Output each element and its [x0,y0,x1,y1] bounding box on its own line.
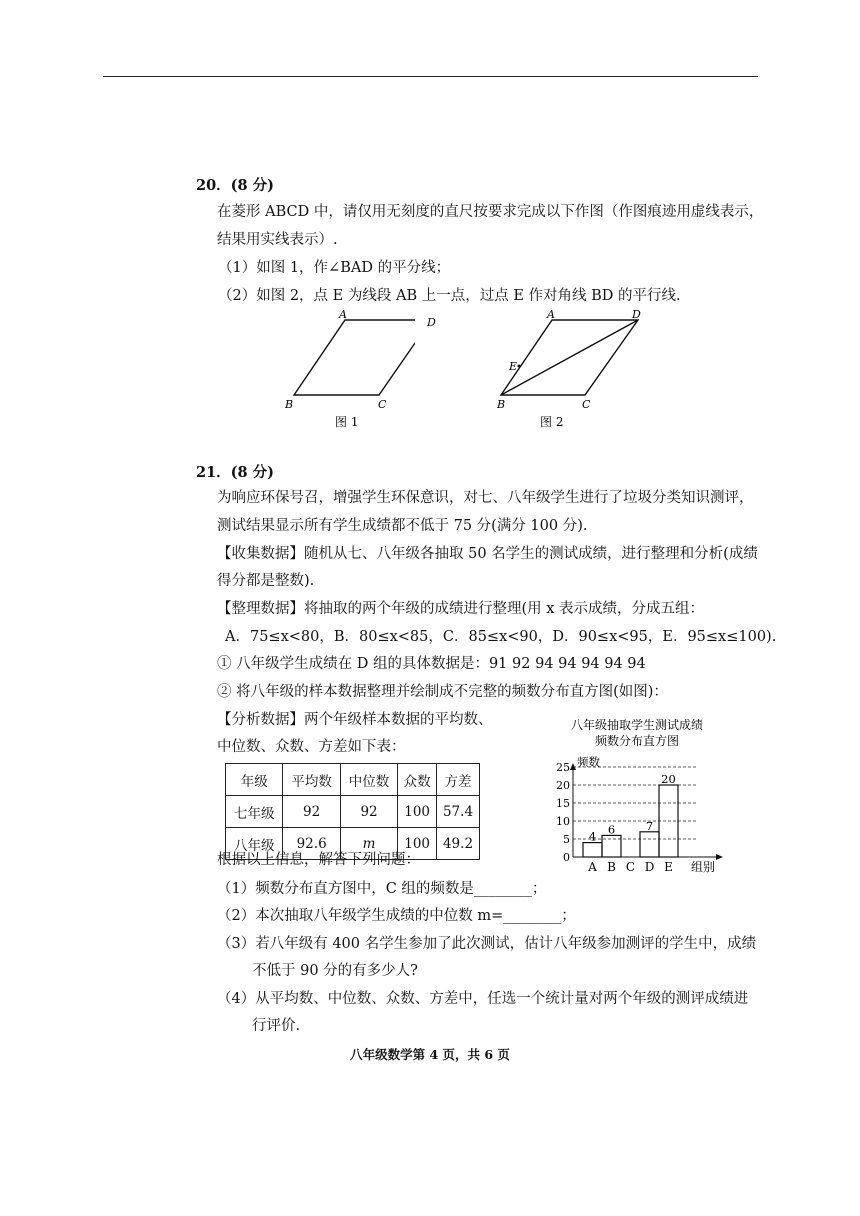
rhombus-shape [294,320,415,395]
vertex-C-label: C [378,398,387,411]
y-tick-label: 10 [556,815,570,828]
q21-collect-line1: 【收集数据】随机从七、八年级各抽取 50 名学生的测试成绩，进行整理和分析(成绩 [217,546,758,562]
y-axis-label: 频数 [577,755,600,769]
table-cell: 七年级 [226,796,283,828]
bar-value-label: 20 [661,772,676,786]
table-header-cell: 众数 [398,764,437,796]
y-tick-label: 0 [563,851,570,864]
table-cell: 八年级 [226,828,283,860]
y-tick-label: 20 [556,779,570,792]
q21-intro-line2: 测试结果显示所有学生成绩都不低于 75 分(满分 100 分). [217,518,588,534]
histogram-chart [535,716,740,878]
vertex-B-label-2: B [497,398,506,411]
top-rule [103,76,758,77]
table-cell: 92.6 [283,828,340,860]
vertex-A-label: A [339,308,347,321]
q21-item1: ① 八年级学生成绩在 D 组的具体数据是：91 92 94 94 94 94 94 [217,656,646,672]
point-E-label: E [509,360,518,373]
vertex-A-label-2: A [547,308,555,321]
x-tick-label: C [625,860,636,874]
table-header-cell: 方差 [437,764,480,796]
q21-answer-intro: 根据以上信息，解答下列问题： [217,852,420,868]
y-tick-label: 5 [563,833,570,846]
y-tick-label: 25 [556,761,570,774]
y-tick-label: 15 [556,797,570,810]
q20-intro-line2: 结果用实线表示）. [217,232,338,248]
page-footer: 八年级数学第 4 页，共 6 页 [350,1047,510,1062]
y-axis-arrow [570,763,576,770]
q21-sub4-line2: 行评价. [252,1018,301,1034]
table-cell: 92 [340,796,397,828]
figure-2-caption: 图 2 [540,415,564,429]
q21-analyze-line2: 中位数、众数、方差如下表： [217,739,406,755]
q20-part2: （2）如图 2，点 E 为线段 AB 上一点，过点 E 作对角线 BD 的平行线. [218,288,681,304]
q21-collect-line2: 得分都是整数). [217,573,315,589]
vertex-D-label-2: D [632,308,641,321]
q21-item2: ② 将八年级的样本数据整理并绘制成不完整的频数分布直方图(如图)： [217,684,668,700]
bar-A [583,843,602,857]
x-tick-label: A [588,860,597,874]
table-cell: 100 [398,796,437,828]
bar-value-label: 4 [588,829,597,844]
bar-value-label: 6 [607,822,616,837]
chart-subtitle: 频数分布直方图 [594,734,680,748]
table-cell: 57.4 [437,796,480,828]
table-header-cell: 中位数 [340,764,397,796]
point-E-dot [518,365,521,368]
q21-analyze-line1: 【分析数据】两个年级样本数据的平均数、 [217,712,493,728]
figure-1-caption: 图 1 [335,415,359,429]
bar-D [640,832,659,857]
table-header-row [226,764,480,796]
q21-group-ranges: A．75≤x<80，B．80≤x<85，C．85≤x<90，D．90≤x<95，E．95≤x≤100). [225,629,777,645]
table-header-cell: 平均数 [283,764,340,796]
statistics-table [225,763,480,860]
table-cell: 49.2 [437,828,480,860]
q21-sub3-line1: （3）若八年级有 400 名学生参加了此次测试，估计八年级参加测评的学生中，成绩 [217,936,757,952]
bar-value-label: 7 [645,818,654,833]
q21-sub2: （2）本次抽取八年级学生成绩的中位数 m=________； [217,908,576,924]
table-cell: m [340,828,397,860]
diagonal-BD [501,320,638,395]
table-cell: 92 [283,796,340,828]
x-axis-label: 组别 [691,860,716,874]
q21-organize-line1: 【整理数据】将抽取的两个年级的成绩进行整理(用 x 表示成绩，分成五组： [217,601,705,617]
x-tick-label: E [664,860,673,874]
figure-1-vertex-D: D [427,316,436,329]
q21-sub4-line1: （4）从平均数、中位数、众数、方差中，任选一个统计量对两个年级的测评成绩进 [217,991,749,1007]
x-axis-arrow [716,854,723,860]
q20-header: 20．(8 分) [196,177,275,194]
q21-sub1: （1）频数分布直方图中，C 组的频数是________； [217,881,547,897]
x-tick-label: B [607,860,616,874]
table-cell: 100 [398,828,437,860]
q21-intro-line1: 为响应环保号召，增强学生环保意识，对七、八年级学生进行了垃圾分类知识测评， [217,490,754,506]
table-row [226,796,480,828]
table-header-cell: 年级 [226,764,283,796]
x-tick-label: D [644,860,655,874]
q21-header: 21．(8 分) [196,464,275,481]
vertex-B-label: B [285,398,294,411]
q21-sub3-line2: 不低于 90 分的有多少人? [252,963,418,979]
figure-2-rhombus [495,308,655,433]
q20-part1: （1）如图 1，作∠BAD 的平分线； [218,260,451,276]
chart-title: 八年级抽取学生测试成绩 [570,718,704,732]
q20-intro-line1: 在菱形 ABCD 中，请仅用无刻度的直尺按要求完成以下作图（作图痕迹用虚线表示， [217,204,764,220]
vertex-C-label-2: C [582,398,591,411]
figure-1-rhombus [285,308,415,433]
